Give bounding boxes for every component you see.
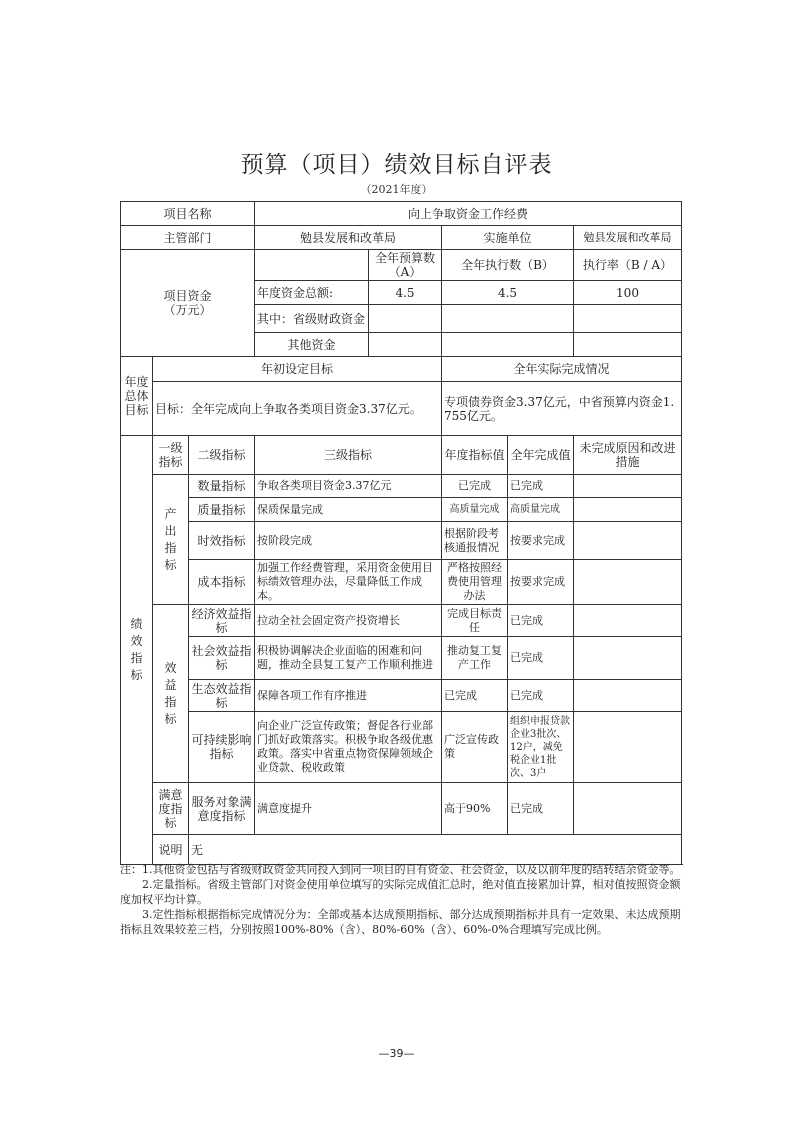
target-cell: 高质量完成: [442, 498, 508, 522]
set-goal-header: 年初设定目标: [153, 357, 442, 382]
page-subtitle-year: （2021年度）: [360, 183, 433, 196]
dept-value: 勉县发展和改革局: [255, 226, 442, 250]
group-level1-text: 产出指标: [164, 506, 177, 572]
level3-cell: 向企业广泛宣传政策；督促各行业部门抓好政策落实。积极争取各级优惠政策。落实中省重点物资保障领域企业贷款、税收政策: [255, 712, 442, 783]
actual-cell: 已完成: [508, 475, 574, 498]
target-cell: 已完成: [442, 680, 508, 712]
level2-cell: 服务对象满意度指标: [189, 783, 255, 835]
funds-header-blank: [255, 250, 369, 281]
note-2: 2.定量指标。省级主管部门对资金使用单位填写的实际完成值汇总时，绝对值直接累加计算，相对值按照资金额度加权平均计算。: [120, 878, 681, 906]
level2-header: 二级指标: [189, 436, 255, 475]
reason-cell: [574, 712, 682, 783]
reason-cell: [574, 605, 682, 637]
dept-label: 主管部门: [121, 226, 255, 250]
level3-cell: 争取各类项目资金3.37亿元: [255, 475, 442, 498]
actual-cell: 高质量完成: [508, 498, 574, 522]
funds-row-name: 其中：省级财政资金: [255, 305, 369, 333]
level3-cell: 保障各项工作有序推进: [255, 680, 442, 712]
note-3: 3.定性指标根据指标完成情况分为：全部或基本达成预期指标、部分达成预期指标并具有一定效果、未达成预期指标且效果较差三档，分别按照100%-80%（含）、80%-60%（含）、60%-0%合理填写完成比例。: [120, 908, 681, 936]
funds-row-a: [369, 333, 442, 357]
level2-cell: 经济效益指标: [189, 605, 255, 637]
actual-cell: 按要求完成: [508, 522, 574, 560]
actual-cell: 按要求完成: [508, 560, 574, 605]
level3-cell: 积极协调解决企业面临的困难和问题，推动全县复工复产工作顺利推进: [255, 637, 442, 680]
reason-cell: [574, 498, 682, 522]
indicators-section-label: [121, 436, 153, 865]
project-name-label: 项目名称: [121, 202, 255, 226]
funds-row-b: [442, 333, 574, 357]
target-cell: 严格按照经费使用管理办法: [442, 560, 508, 605]
funds-col-a: 全年预算数（A）: [369, 250, 442, 281]
funds-row-rate: [574, 333, 682, 357]
actual-completion-header: 全年实际完成情况: [442, 357, 682, 382]
notes: [120, 862, 685, 937]
funds-col-b: 全年执行数（B）: [442, 250, 574, 281]
actual-cell: 已完成: [508, 605, 574, 637]
group-level1-text: 效益指标: [164, 660, 177, 726]
funds-label-line2: （万元）: [163, 303, 212, 317]
project-name-value: 向上争取资金工作经费: [255, 202, 682, 226]
group-level1: [153, 475, 189, 605]
funds-row-rate: 100: [574, 281, 682, 305]
level3-cell: 加强工作经费管理，采用资金使用目标绩效管理办法，尽量降低工作成本。: [255, 560, 442, 605]
target-cell: 广泛宣传政策: [442, 712, 508, 783]
reason-cell: [574, 680, 682, 712]
funds-label-line1: 项目资金: [163, 289, 212, 303]
level2-cell: 生态效益指标: [189, 680, 255, 712]
funds-row-b: 4.5: [442, 281, 574, 305]
funds-label: [121, 250, 255, 357]
impl-value: 勉县发展和改革局: [574, 226, 682, 250]
funds-row-rate: [574, 305, 682, 333]
actual-cell: 已完成: [508, 637, 574, 680]
funds-row-name: 年度资金总额:: [255, 281, 369, 305]
set-goal-text: 目标：全年完成向上争取各类项目资金3.37亿元。: [153, 382, 442, 436]
target-cell: 已完成: [442, 475, 508, 498]
reason-cell: [574, 475, 682, 498]
reason-cell: [574, 522, 682, 560]
annual-goal-label: 年度总体目标: [121, 357, 153, 436]
target-cell: 完成目标责任: [442, 605, 508, 637]
page-title: 预算（项目）绩效目标自评表: [240, 152, 553, 178]
funds-row-name: 其他资金: [255, 333, 369, 357]
remark-text: 无: [189, 835, 682, 865]
level2-cell: 可持续影响指标: [189, 712, 255, 783]
target-cell: 推动复工复产工作: [442, 637, 508, 680]
level1-header: 一级指标: [153, 436, 189, 475]
level3-cell: 按阶段完成: [255, 522, 442, 560]
level3-cell: 满意度提升: [255, 783, 442, 835]
actual-header: 全年完成值: [508, 436, 574, 475]
target-cell: 根据阶段考核通报情况: [442, 522, 508, 560]
target-cell: 高于90%: [442, 783, 508, 835]
level2-cell: 时效指标: [189, 522, 255, 560]
level2-cell: 数量指标: [189, 475, 255, 498]
actual-cell: 已完成: [508, 680, 574, 712]
funds-row-b: [442, 305, 574, 333]
level3-header: 三级指标: [255, 436, 442, 475]
impl-label: 实施单位: [442, 226, 574, 250]
funds-row-a: [369, 305, 442, 333]
indicators-section-text: 绩效指标: [130, 617, 143, 682]
note-1: 注：1.其他资金包括与省级财政资金共同投入到同一项目的自有资金、社会资金，以及以前年度的结转结余资金等。: [120, 863, 681, 876]
level3-cell: 保质保量完成: [255, 498, 442, 522]
level2-cell: 社会效益指标: [189, 637, 255, 680]
level3-cell: 拉动全社会固定资产投资增长: [255, 605, 442, 637]
funds-col-rate: 执行率（B / A）: [574, 250, 682, 281]
actual-cell: 已完成: [508, 783, 574, 835]
evaluation-table: [120, 201, 682, 865]
group-level1: [153, 605, 189, 783]
target-header: 年度指标值: [442, 436, 508, 475]
reason-cell: [574, 560, 682, 605]
actual-cell: 组织申报贷款企业3批次、12户，减免税企业1批次、3户: [508, 712, 574, 783]
remark-label: 说明: [153, 835, 189, 865]
funds-row-a: 4.5: [369, 281, 442, 305]
reason-cell: [574, 637, 682, 680]
reason-cell: [574, 783, 682, 835]
group-level1: 满意度指标: [153, 783, 189, 835]
page-number: —39—: [378, 1047, 415, 1060]
reason-header: 未完成原因和改进措施: [574, 436, 682, 475]
actual-completion-text: 专项债券资金3.37亿元，中省预算内资金1.755亿元。: [442, 382, 682, 436]
level2-cell: 成本指标: [189, 560, 255, 605]
level2-cell: 质量指标: [189, 498, 255, 522]
